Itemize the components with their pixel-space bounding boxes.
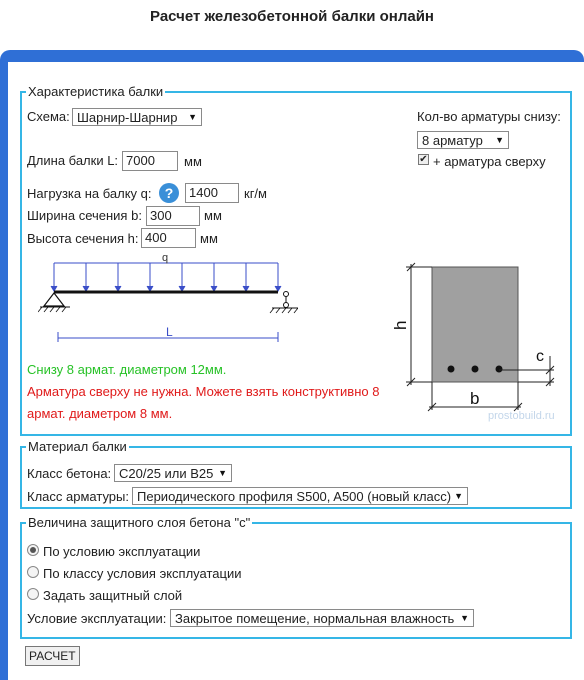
length-input[interactable] xyxy=(122,151,178,171)
load-label: Нагрузка на балку q: xyxy=(27,186,152,201)
rebar-count-label: Кол-во арматуры снизу: xyxy=(417,109,561,124)
length-label: Длина балки L: xyxy=(27,153,119,168)
steel-select-value: Периодического профиля S500, A500 (новый класс) xyxy=(137,489,452,504)
result-top-rebar-line2: армат. диаметром 8 мм. xyxy=(27,406,173,421)
chevron-down-icon: ▼ xyxy=(495,135,504,145)
rebar-dot xyxy=(472,366,479,373)
chevron-down-icon: ▼ xyxy=(188,112,197,122)
width-unit: мм xyxy=(204,208,222,223)
width-input-value: 300 xyxy=(150,208,172,223)
chevron-down-icon: ▼ xyxy=(218,468,227,478)
chevron-down-icon: ▼ xyxy=(454,491,463,501)
calculate-button[interactable]: РАСЧЕТ xyxy=(25,646,80,666)
top-rebar-checkbox[interactable]: ✔ xyxy=(419,154,428,165)
length-L-label: L xyxy=(166,325,173,339)
load-unit: кг/м xyxy=(244,186,267,201)
width-label: Ширина сечения b: xyxy=(27,208,142,223)
width-input[interactable] xyxy=(146,206,200,226)
scheme-select-value: Шарнир-Шарнир xyxy=(77,110,178,125)
watermark: prostobuild.ru xyxy=(488,410,555,422)
scheme-select[interactable] xyxy=(72,108,202,126)
steel-select[interactable] xyxy=(132,487,468,505)
rebar-dot xyxy=(448,366,455,373)
top-rebar-label: + арматура сверху xyxy=(433,154,546,169)
beam-characteristics-legend: Характеристика балки xyxy=(28,84,164,99)
cover-option-label: Задать защитный слой xyxy=(43,588,183,603)
load-q-label: q xyxy=(162,252,169,264)
section-b-label: b xyxy=(470,389,480,408)
cover-option-label: По условию эксплуатации xyxy=(43,544,201,559)
condition-select-value: Закрытое помещение, нормальная влажность xyxy=(175,611,455,626)
load-input[interactable] xyxy=(185,183,239,203)
section-rect xyxy=(432,267,518,382)
page-title: Расчет железобетонной балки онлайн xyxy=(150,8,434,25)
cover-option-radio[interactable] xyxy=(27,566,39,578)
condition-select[interactable] xyxy=(170,609,474,627)
height-input-value: 400 xyxy=(145,230,167,245)
cross-section-diagram xyxy=(386,262,566,418)
result-bottom-rebar: Снизу 8 армат. диаметром 12мм. xyxy=(27,362,227,377)
load-input-value: 1400 xyxy=(189,185,218,200)
concrete-label: Класс бетона: xyxy=(27,466,112,481)
length-unit: мм xyxy=(184,154,202,169)
concrete-select[interactable] xyxy=(114,464,232,482)
condition-label: Условие эксплуатации: xyxy=(27,611,167,626)
result-top-rebar-line1: Арматура сверху не нужна. Можете взять конструктивно 8 xyxy=(27,384,380,399)
cover-option-label: По классу условия эксплуатации xyxy=(43,566,242,581)
section-h-label: h xyxy=(391,320,410,330)
right-support-icon xyxy=(284,292,289,297)
left-support-icon xyxy=(44,293,64,306)
beam-scheme-diagram xyxy=(38,252,298,347)
load-arrows xyxy=(51,263,281,291)
steel-label: Класс арматуры: xyxy=(27,489,129,504)
cover-legend: Величина защитного слоя бетона "с" xyxy=(28,515,251,530)
cover-option-radio[interactable] xyxy=(27,544,39,556)
rebar-count-select[interactable] xyxy=(417,131,509,149)
chevron-down-icon: ▼ xyxy=(460,613,469,623)
concrete-select-value: C20/25 или B25 xyxy=(119,466,214,481)
calculator-panel xyxy=(8,62,584,680)
height-unit: мм xyxy=(200,231,218,246)
rebar-dot xyxy=(496,366,503,373)
scheme-label: Схема: xyxy=(27,109,70,124)
rebar-count-select-value: 8 арматур xyxy=(422,133,483,148)
question-icon[interactable]: ? xyxy=(159,183,179,203)
section-c-label: c xyxy=(536,348,544,365)
cover-option-radio[interactable] xyxy=(27,588,39,600)
material-legend: Материал балки xyxy=(28,439,127,454)
height-input[interactable] xyxy=(141,228,196,248)
length-input-value: 7000 xyxy=(126,153,155,168)
height-label: Высота сечения h: xyxy=(27,231,139,246)
